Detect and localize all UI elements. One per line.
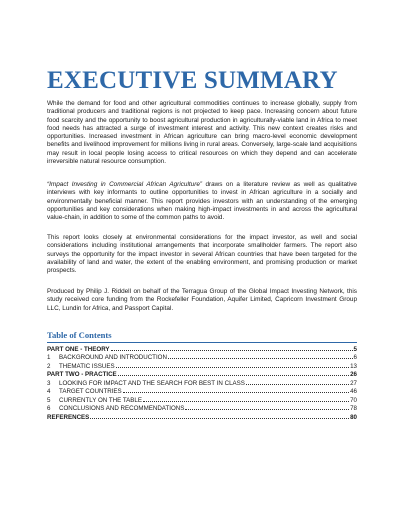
- report-description-text: draws on a literature review as well as qualitative interviews with key informants to outline opportunities to invest in African agriculture in a socially and environmentally beneficial manner. This report provides investors with an understanding of the emerging opportunities and key considerations when making high-impact investments in and across the agricultural value-chain, in addition to some of the common paths to avoid.: [47, 181, 357, 222]
- toc-title: Table of Contents: [47, 330, 112, 340]
- toc-entry-label: BACKGROUND AND INTRODUCTION: [59, 354, 167, 362]
- toc-entry[interactable]: [47, 387, 357, 395]
- toc-entry[interactable]: [47, 396, 357, 404]
- toc-entry[interactable]: [47, 379, 357, 387]
- toc-entry-number: 3: [47, 379, 51, 387]
- toc-dot-leader: [123, 387, 349, 393]
- toc-entry-page: 27: [350, 379, 357, 387]
- toc-dot-leader: [185, 404, 349, 410]
- toc-entry-page: 46: [350, 388, 357, 396]
- toc-divider: [47, 342, 357, 343]
- toc-entry-label: PART TWO - PRACTICE: [47, 371, 117, 379]
- toc-entry[interactable]: [47, 370, 357, 378]
- toc-entry-number: 5: [47, 396, 51, 404]
- toc-entry[interactable]: [47, 413, 357, 421]
- toc-dot-leader: [143, 396, 349, 402]
- report-title-italic: “Impact Investing in Commercial African Agriculture”: [47, 181, 203, 188]
- report-scope-paragraph: This report looks closely at environmental considerations for the impact investor, as well and social considerations including institutional arrangements that incorporate smallholder farmers. The report also surveys the opportunity for the impact investor in several African countries that have been targeted for the availability of land and water, the extent of the enabling environment, and promising production or market prospects.: [47, 234, 357, 275]
- credits-paragraph: Produced by Philip J. Riddell on behalf of the Terragua Group of the Global Impact Investing Network, this study received core funding from the Rockefeller Foundation, Aquifer Limited, Capricorn Investment Group LLC, Lundin for Africa, and Passport Capital.: [47, 288, 357, 312]
- toc-entry-page: 26: [350, 371, 357, 379]
- toc-dot-leader: [111, 345, 353, 351]
- toc-entry[interactable]: [47, 404, 357, 412]
- toc-entry-label: LOOKING FOR IMPACT AND THE SEARCH FOR BEST IN CLASS: [59, 379, 245, 387]
- toc-entry[interactable]: [47, 362, 357, 370]
- toc-entry-page: 78: [350, 405, 357, 413]
- toc-entry-page: 13: [350, 362, 357, 370]
- page-title: EXECUTIVE SUMMARY: [47, 67, 338, 94]
- toc-dot-leader: [90, 413, 349, 419]
- toc-dot-leader: [246, 379, 349, 385]
- toc-entry-label: THEMATIC ISSUES: [59, 362, 115, 370]
- table-of-contents: [47, 345, 357, 421]
- toc-entry-label: TARGET COUNTRIES: [59, 388, 122, 396]
- toc-entry-page: 80: [350, 413, 357, 421]
- report-description-paragraph: [47, 181, 357, 222]
- toc-entry-number: 4: [47, 388, 51, 396]
- toc-entry-label: PART ONE - THEORY: [47, 346, 110, 353]
- toc-entry[interactable]: [47, 345, 357, 353]
- toc-dot-leader: [118, 370, 349, 376]
- toc-dot-leader: [168, 353, 353, 359]
- toc-dot-leader: [116, 362, 350, 368]
- toc-entry-label: CONCLUSIONS AND RECOMMENDATIONS: [59, 405, 185, 413]
- toc-entry-number: 6: [47, 405, 51, 413]
- toc-entry-page: 70: [350, 396, 357, 404]
- toc-entry-label: REFERENCES: [47, 413, 90, 421]
- toc-entry-label: CURRENTLY ON THE TABLE: [59, 396, 142, 404]
- toc-entry-number: 2: [47, 362, 51, 370]
- intro-paragraph: While the demand for food and other agricultural commodities continues to increase globally, supply from traditional producers and traditional regions is not projected to keep pace. Increasing concern about future food scarcity and the opportunity to boost agricultural production in agriculturally-viable land in Africa to meet food needs has attracted a surge of investment interest and activity. This new context creates risks and opportunities. Increased investment in African agriculture can bring macro-level economic development benefits and livelihood improvement for millions living in rural areas. Conversely, large-scale land acquisitions may result in local people losing access to critical resources on which they depend and can accelerate irreversible natural resource consumption.: [47, 100, 357, 166]
- toc-entry-number: 1: [47, 354, 51, 362]
- toc-entry-page: 5: [353, 346, 357, 353]
- toc-entry[interactable]: [47, 353, 357, 361]
- toc-entry-page: 6: [353, 354, 357, 362]
